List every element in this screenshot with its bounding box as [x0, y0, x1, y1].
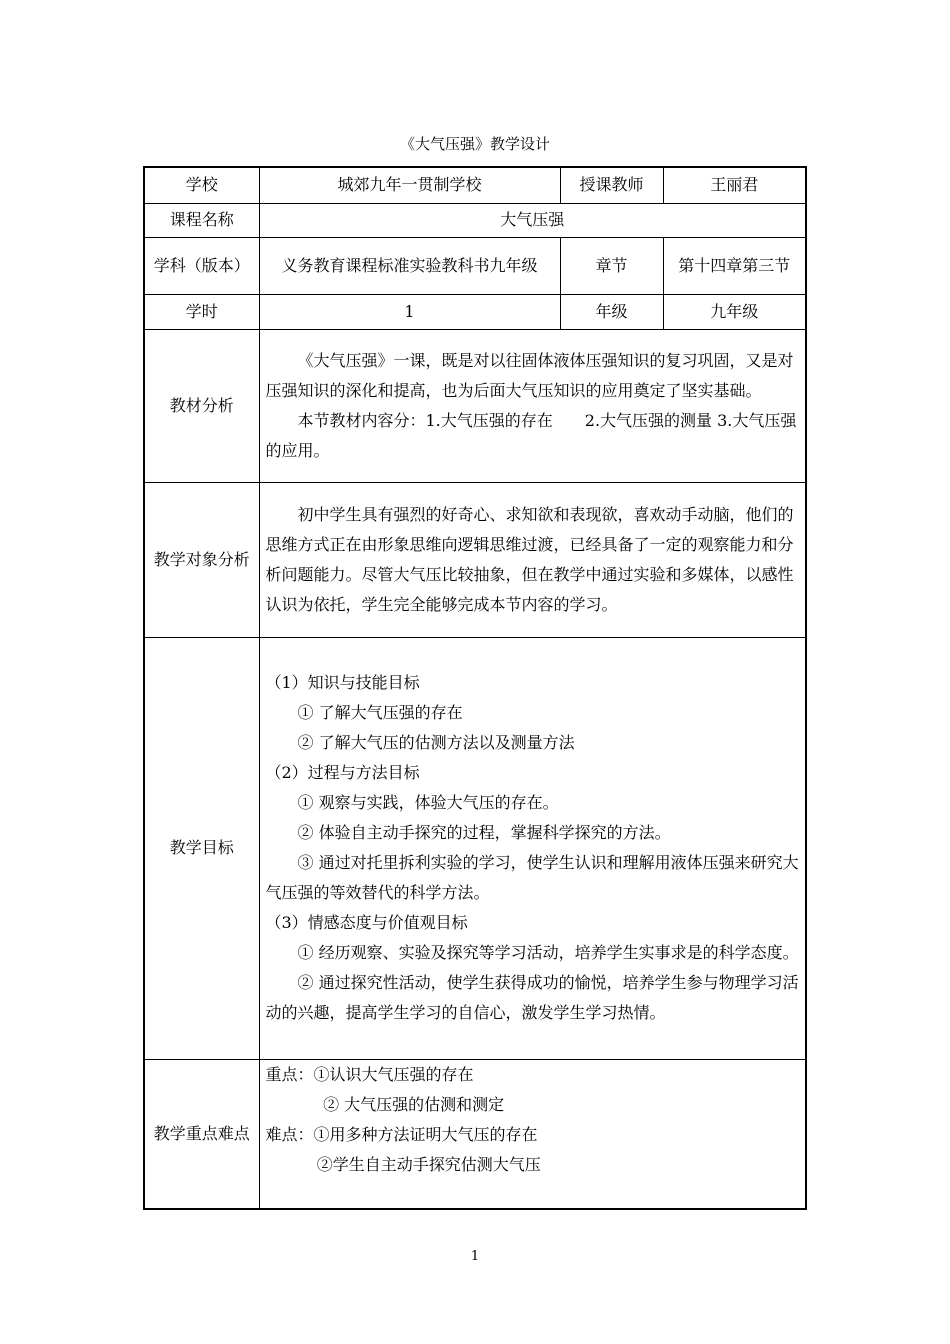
- objectives-label: 教学目标: [144, 637, 259, 1059]
- grade-label: 年级: [560, 294, 663, 329]
- material-analysis-paragraph: 《大气压强》一课，既是对以往固体液体压强知识的复习巩固，又是对压强知识的深化和提高，也为后面大气压知识的应用奠定了坚实基础。: [265, 350, 794, 400]
- subject-label: 学科（版本）: [144, 237, 259, 294]
- teacher-value: 王丽君: [663, 167, 806, 203]
- objective-item: ① 观察与实践，体验大气压的存在。: [297, 793, 559, 812]
- objectives-content: [259, 637, 806, 1059]
- difficulty-item: 难点：①用多种方法证明大气压的存在: [265, 1124, 538, 1144]
- row-subject: [144, 237, 806, 294]
- teacher-label: 授课教师: [560, 167, 663, 203]
- row-key-points: [144, 1059, 806, 1209]
- student-analysis-label: 教学对象分析: [144, 482, 259, 637]
- course-value: 大气压强: [259, 203, 806, 237]
- objective-item: ③ 通过对托里拆利实验的学习，使学生认识和理解用液体压强来研究大气压强的等效替代的科学方法。: [265, 853, 799, 902]
- objective-heading-3: （3）情感态度与价值观目标: [265, 913, 468, 932]
- lesson-plan-table: [143, 166, 807, 1210]
- objective-item: ② 了解大气压的估测方法以及测量方法: [297, 733, 575, 752]
- key-point-item: ② 大气压强的估测和测定: [323, 1094, 505, 1114]
- chapter-value: 第十四章第三节: [663, 237, 806, 294]
- objective-heading-2: （2）过程与方法目标: [265, 763, 420, 782]
- objective-item: ② 通过探究性活动，使学生获得成功的愉悦，培养学生参与物理学习活动的兴趣，提高学生学习的自信心，激发学生学习热情。: [265, 973, 799, 1022]
- school-value: 城郊九年一贯制学校: [259, 167, 560, 203]
- hours-value: 1: [259, 294, 560, 329]
- student-analysis-content: [259, 482, 806, 637]
- key-points-label: 教学重点难点: [144, 1059, 259, 1209]
- hours-label: 学时: [144, 294, 259, 329]
- page-number: 1: [470, 1249, 480, 1264]
- material-analysis-contents: 本节教材内容分：1.大气压强的存在 2.大气压强的测量 3.大气压强的应用。: [265, 410, 797, 460]
- row-material-analysis: [144, 329, 806, 482]
- objective-item: ① 了解大气压强的存在: [297, 703, 463, 722]
- document-title: 《大气压强》教学设计: [399, 135, 550, 153]
- grade-value: 九年级: [663, 294, 806, 329]
- objective-heading-1: （1）知识与技能目标: [265, 673, 420, 692]
- school-label: 学校: [144, 167, 259, 203]
- course-label: 课程名称: [144, 203, 259, 237]
- row-hours: [144, 294, 806, 329]
- key-point-item: 重点：①认识大气压强的存在: [265, 1064, 474, 1084]
- row-course: [144, 203, 806, 237]
- material-analysis-content: [259, 329, 806, 482]
- student-analysis-paragraph: 初中学生具有强烈的好奇心、求知欲和表现欲，喜欢动手动脑，他们的思维方式正在由形象思维向逻辑思维过渡，已经具备了一定的观察能力和分析问题能力。尽管大气压比较抽象，但在教学中通过实验和多媒体，以感性认识为依托，学生完全能够完成本节内容的学习。: [265, 504, 794, 614]
- material-analysis-label: 教材分析: [144, 329, 259, 482]
- row-student-analysis: [144, 482, 806, 637]
- difficulty-item: ②学生自主动手探究估测大气压: [316, 1154, 541, 1174]
- objective-item: ① 经历观察、实验及探究等学习活动，培养学生实事求是的科学态度。: [297, 943, 799, 962]
- key-points-content: [259, 1059, 806, 1209]
- subject-value: 义务教育课程标准实验教科书九年级: [259, 237, 560, 294]
- chapter-label: 章节: [560, 237, 663, 294]
- row-objectives: [144, 637, 806, 1059]
- objective-item: ② 体验自主动手探究的过程，掌握科学探究的方法。: [297, 823, 671, 842]
- row-school: [144, 167, 806, 203]
